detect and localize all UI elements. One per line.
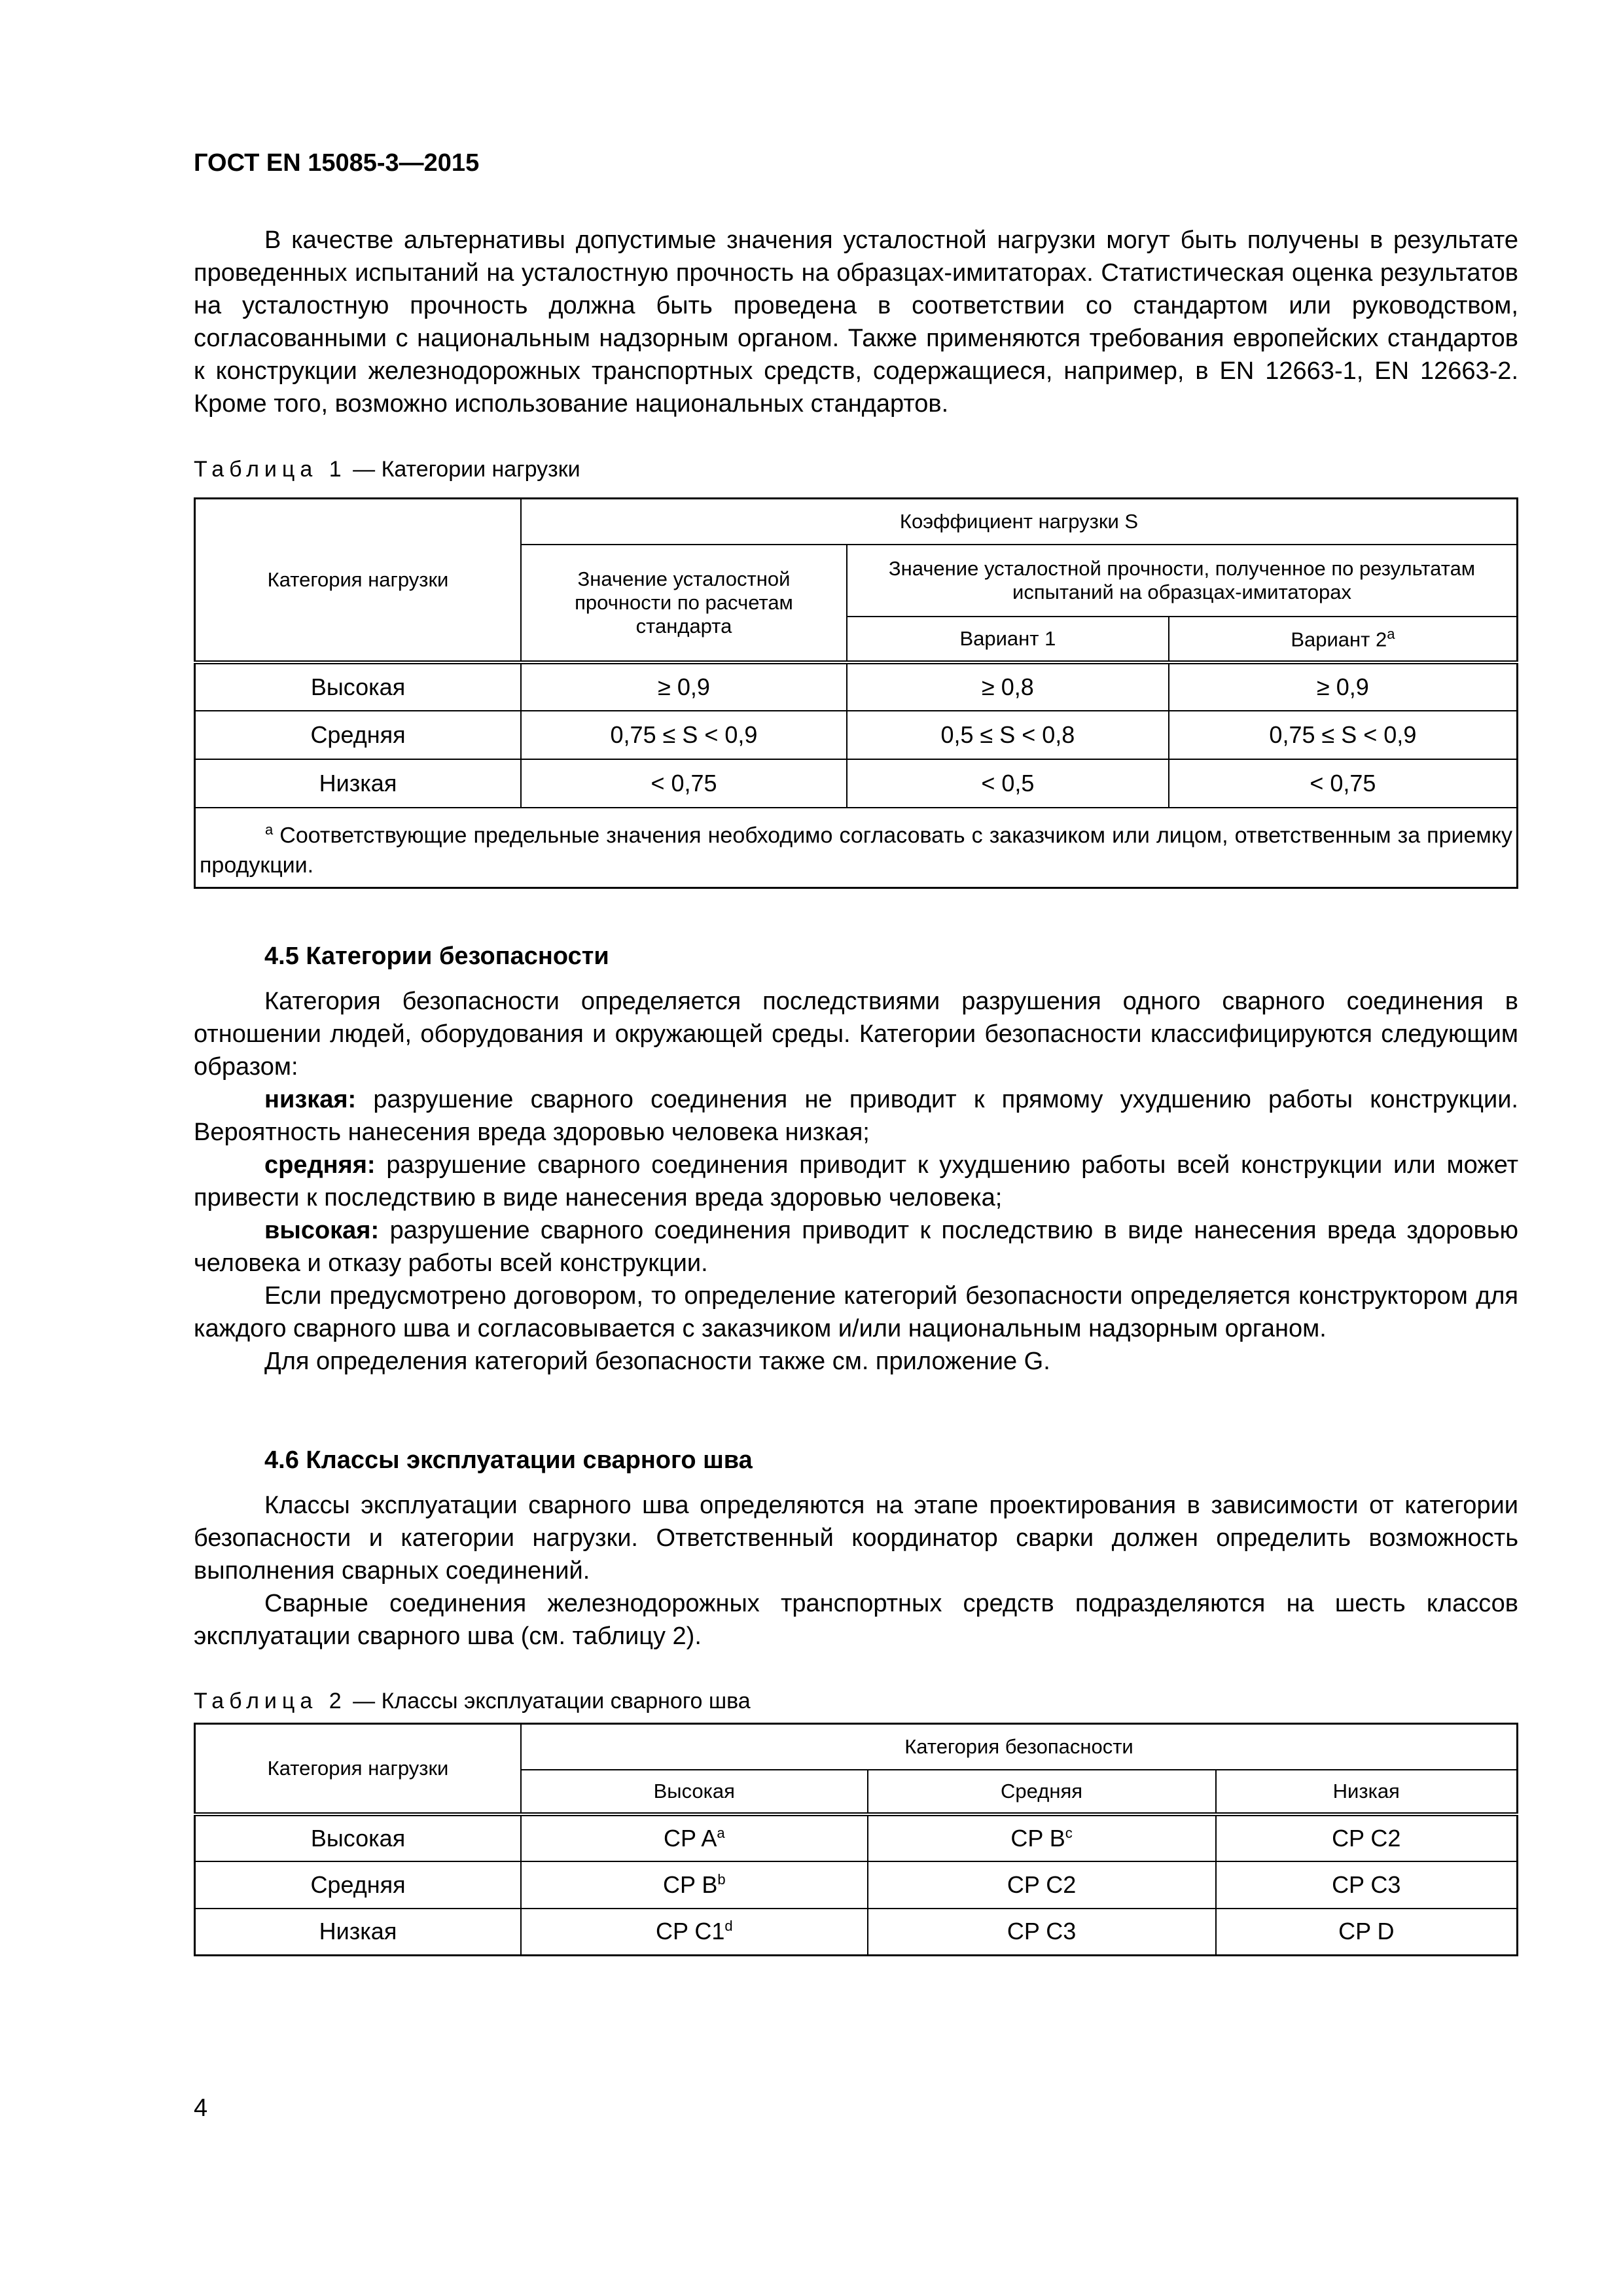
section-4-5-heading: 4.5 Категории безопасности xyxy=(264,942,609,970)
table-row: Низкая CP C1$^d$ CP C3 CP D xyxy=(195,1909,1518,1956)
table-row: Средняя 0,75 ≤ S < 0,9 0,5 ≤ S < 0,8 0,75 ≤ S < 0,9 xyxy=(195,711,1518,759)
intro-paragraph: В качестве альтернативы допустимые значения усталостной нагрузки могут быть получены в результате проведенных испытаний на усталостную прочность на образцах-имитаторах. Статистическая оценка результатов на усталостную прочность должна быть проведена в соответствии со стандартом или руководством, согласованными с национальным надзорным органом. Также применяются требования европейских стандартов к конструкции железнодорожных транспортных средств, содержащиеся, например, в EN 12663-1, EN 12663-2. Кроме того, возможно использование национальных стандартов. xyxy=(194,226,1518,418)
table-row: Средняя CP $B^b$ CP C2 CP C3 xyxy=(195,1861,1518,1909)
table-row: Высокая ≥ 0,9 ≥ 0,8 ≥ 0,9 xyxy=(195,662,1518,711)
table-row: Высокая CP $A^a$ CP $B^c$ CP C2 xyxy=(195,1814,1518,1861)
t1-col-variant1: Вариант 1 xyxy=(847,617,1169,662)
section-4-5: 4.5 Категории безопасности Категория безопасности определяется последствиями разрушения одного сварного соединения в отношении людей, оборудования и окружающей среды. Категории безопасности классифицируются следующим образом: низкая: разрушение сварного соединения не приводит к прямому ухудшению работы конструкции. Вероятность нанесения вреда здоровью человека низкая; средняя: разрушение сварного соединения приводит к ухудшению работы всей конструкции или может привести к последствию в виде нанесения вреда здоровью человека; высокая: разрушение сварного соединения приводит к последствию в виде нанесения вреда здоровью человека и отказу работы всей конструкции. Если предусмотрено договором, то определение категорий безопасности определяется конструктором для каждого сварного шва и согласовывается с заказчиком и/или национальным надзорным органом. Для определения категорий безопасности также см. приложение G. xyxy=(194,942,1518,1375)
table1-load-categories xyxy=(194,497,1518,889)
t1-col-variant2: Вариант 2$^a$ xyxy=(1169,617,1518,662)
document-header: ГОСТ EN 15085-3—2015 xyxy=(194,149,480,177)
table2-weld-classes: Категория нагрузки Категория безопасности Высокая Средняя Низкая Высокая CP $A^a$ CP $B^c$ CP C2 Средняя CP $B^b$ CP C2 CP C3 Низкая CP C1$^d$ CP C3 CP D xyxy=(194,1723,1518,1956)
t1-col-load-category: Категория нагрузки xyxy=(195,499,522,662)
table1-caption: Таблица 1 — Категории нагрузки xyxy=(194,457,580,482)
section-4-6: 4.6 Классы эксплуатации сварного шва Классы эксплуатации сварного шва определяются на этапе проектирования в зависимости от категории безопасности и категории нагрузки. Ответственный координатор сварки должен определить возможность выполнения сварных соединений. Сварные соединения железнодорожных транспортных средств подразделяются на шесть классов эксплуатации сварного шва (см. таблицу 2). xyxy=(194,1446,1518,1650)
t1-col-coefficient: Коэффициент нагрузки S xyxy=(521,499,1518,545)
table2-caption: Таблица 2 — Классы эксплуатации сварного шва xyxy=(194,1689,751,1713)
t1-col-test: Значение усталостной прочности, полученное по результатам испытаний на образцах-имитаторах xyxy=(847,545,1518,617)
t1-col-calc: Значение усталостной прочности по расчетам стандарта xyxy=(521,545,847,662)
table-row: Низкая < 0,75 < 0,5 < 0,75 xyxy=(195,759,1518,808)
table1-footnote: $^a$ Соответствующие предельные значения необходимо согласовать с заказчиком или лицом, ответственным за приемку продукции. xyxy=(195,808,1518,888)
page-number: 4 xyxy=(194,2094,208,2122)
section-4-6-heading: 4.6 Классы эксплуатации сварного шва xyxy=(264,1446,753,1474)
